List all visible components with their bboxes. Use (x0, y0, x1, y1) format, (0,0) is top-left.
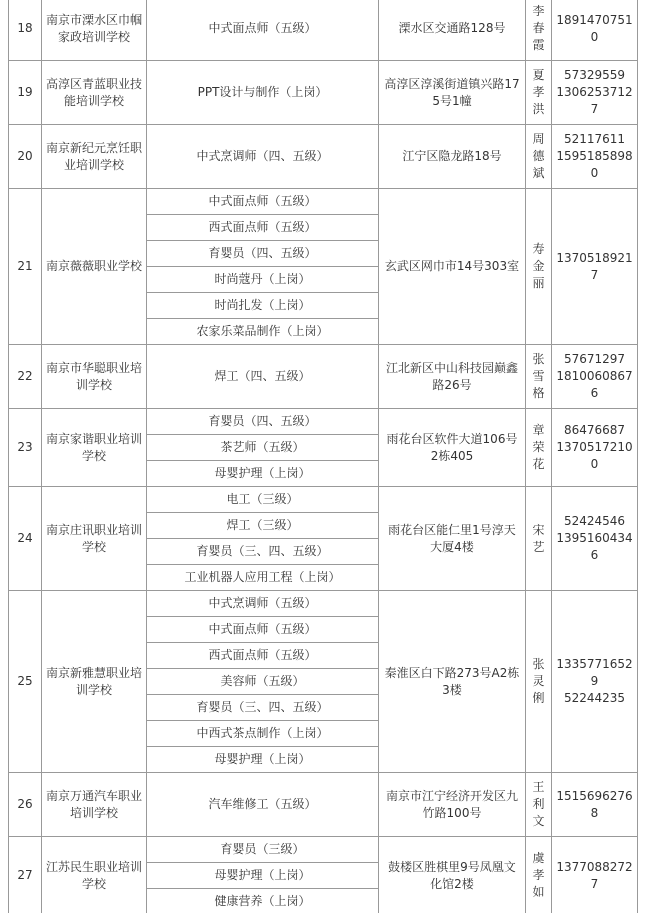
school-name: 高淳区青蓝职业技能培训学校 (42, 61, 147, 125)
phone-number: 13705172100 (556, 440, 633, 471)
table-row (9, 409, 638, 435)
school-name: 南京家谐职业培训学校 (42, 409, 147, 487)
school-table (8, 0, 638, 913)
row-number: 22 (9, 345, 42, 409)
table-row (9, 61, 638, 125)
training-course: 育婴员（四、五级） (147, 409, 379, 435)
training-course: 农家乐菜品制作（上岗） (147, 319, 379, 345)
contact-person: 寿金丽 (526, 189, 552, 345)
training-course: 育婴员（三、四、五级） (147, 539, 379, 565)
phone-number: 13062537127 (556, 85, 633, 116)
phone-number: 15156962768 (556, 788, 633, 820)
phone-number: 52244235 (563, 691, 626, 705)
training-course: 汽车维修工（五级） (147, 773, 379, 837)
row-number: 23 (9, 409, 42, 487)
phone-number: 57329559 (563, 68, 626, 82)
training-course: 西式面点师（五级） (147, 643, 379, 669)
phone-number: 18100608676 (556, 369, 633, 400)
table-row (9, 773, 638, 837)
contact-phone (552, 61, 638, 125)
contact-phone (552, 409, 638, 487)
phone-number: 15951858980 (556, 149, 633, 180)
training-course: 中式烹调师（五级） (147, 591, 379, 617)
training-course: 中式面点师（五级） (147, 0, 379, 61)
school-name: 南京新纪元烹饪职业培训学校 (42, 125, 147, 189)
table-row (9, 591, 638, 617)
table-row (9, 487, 638, 513)
training-course: 茶艺师（五级） (147, 435, 379, 461)
contact-phone (552, 773, 638, 837)
phone-number: 13705189217 (556, 250, 633, 282)
phone-number: 86476687 (563, 423, 626, 437)
phone-number: 13357716529 (556, 657, 633, 688)
contact-phone (552, 837, 638, 913)
training-course: PPT设计与制作（上岗） (147, 61, 379, 125)
phone-number: 52117611 (563, 132, 626, 146)
table-row (9, 837, 638, 863)
row-number: 21 (9, 189, 42, 345)
contact-phone (552, 487, 638, 591)
contact-person: 夏孝洪 (526, 61, 552, 125)
school-name: 南京市华聪职业培训学校 (42, 345, 147, 409)
contact-phone (552, 189, 638, 345)
phone-number: 18914707510 (556, 12, 633, 44)
table-body (9, 0, 638, 913)
school-address: 江北新区中山科技园巅鑫路26号 (379, 345, 526, 409)
contact-phone (552, 591, 638, 773)
school-address: 秦淮区白下路273号A2栋3楼 (379, 591, 526, 773)
training-course: 健康营养（上岗） (147, 889, 379, 913)
contact-phone (552, 345, 638, 409)
school-address: 鼓楼区胜棋里9号凤凰文化馆2楼 (379, 837, 526, 913)
row-number: 19 (9, 61, 42, 125)
training-course: 焊工（四、五级） (147, 345, 379, 409)
training-course: 中西式茶点制作（上岗） (147, 721, 379, 747)
school-name: 江苏民生职业培训学校 (42, 837, 147, 913)
school-name: 南京庄讯职业培训学校 (42, 487, 147, 591)
school-address: 高淳区淳溪街道镇兴路175号1幢 (379, 61, 526, 125)
school-address: 雨花台区软件大道106号2栋405 (379, 409, 526, 487)
training-course: 中式烹调师（四、五级） (147, 125, 379, 189)
training-course: 母婴护理（上岗） (147, 747, 379, 773)
row-number: 26 (9, 773, 42, 837)
school-name: 南京市溧水区巾帼家政培训学校 (42, 0, 147, 61)
row-number: 24 (9, 487, 42, 591)
training-course: 焊工（三级） (147, 513, 379, 539)
school-address: 雨花台区能仁里1号淳天大厦4楼 (379, 487, 526, 591)
school-address: 溧水区交通路128号 (379, 0, 526, 61)
phone-number: 57671297 (563, 352, 626, 366)
school-name: 南京薇薇职业学校 (42, 189, 147, 345)
training-course: 母婴护理（上岗） (147, 461, 379, 487)
school-address: 江宁区隐龙路18号 (379, 125, 526, 189)
training-course: 育婴员（四、五级） (147, 241, 379, 267)
training-course: 工业机器人应用工程（上岗） (147, 565, 379, 591)
training-course: 电工（三级） (147, 487, 379, 513)
training-course: 西式面点师（五级） (147, 215, 379, 241)
contact-person: 章荣花 (526, 409, 552, 487)
contact-phone (552, 125, 638, 189)
contact-person: 张雪格 (526, 345, 552, 409)
contact-phone (552, 0, 638, 61)
contact-person: 宋艺 (526, 487, 552, 591)
row-number: 27 (9, 837, 42, 913)
row-number: 20 (9, 125, 42, 189)
row-number: 25 (9, 591, 42, 773)
row-number: 18 (9, 0, 42, 61)
phone-number: 52424546 (563, 514, 626, 528)
table-row (9, 0, 638, 61)
training-course: 母婴护理（上岗） (147, 863, 379, 889)
phone-number: 13951604346 (556, 531, 633, 562)
contact-person: 周德斌 (526, 125, 552, 189)
training-course: 中式面点师（五级） (147, 189, 379, 215)
training-course: 美容师（五级） (147, 669, 379, 695)
table-row (9, 189, 638, 215)
school-name: 南京新雅慧职业培训学校 (42, 591, 147, 773)
training-course: 育婴员（三、四、五级） (147, 695, 379, 721)
school-name: 南京万通汽车职业培训学校 (42, 773, 147, 837)
contact-person: 李春霞 (526, 0, 552, 61)
contact-person: 张灵俐 (526, 591, 552, 773)
table-row (9, 345, 638, 409)
training-course: 育婴员（三级） (147, 837, 379, 863)
table-row (9, 125, 638, 189)
training-course: 时尚扎发（上岗） (147, 293, 379, 319)
school-address: 玄武区网巾市14号303室 (379, 189, 526, 345)
training-course: 中式面点师（五级） (147, 617, 379, 643)
phone-number: 13770882727 (556, 859, 633, 891)
contact-person: 虞孝如 (526, 837, 552, 913)
school-address: 南京市江宁经济开发区九竹路100号 (379, 773, 526, 837)
training-course: 时尚蔻丹（上岗） (147, 267, 379, 293)
contact-person: 王利文 (526, 773, 552, 837)
